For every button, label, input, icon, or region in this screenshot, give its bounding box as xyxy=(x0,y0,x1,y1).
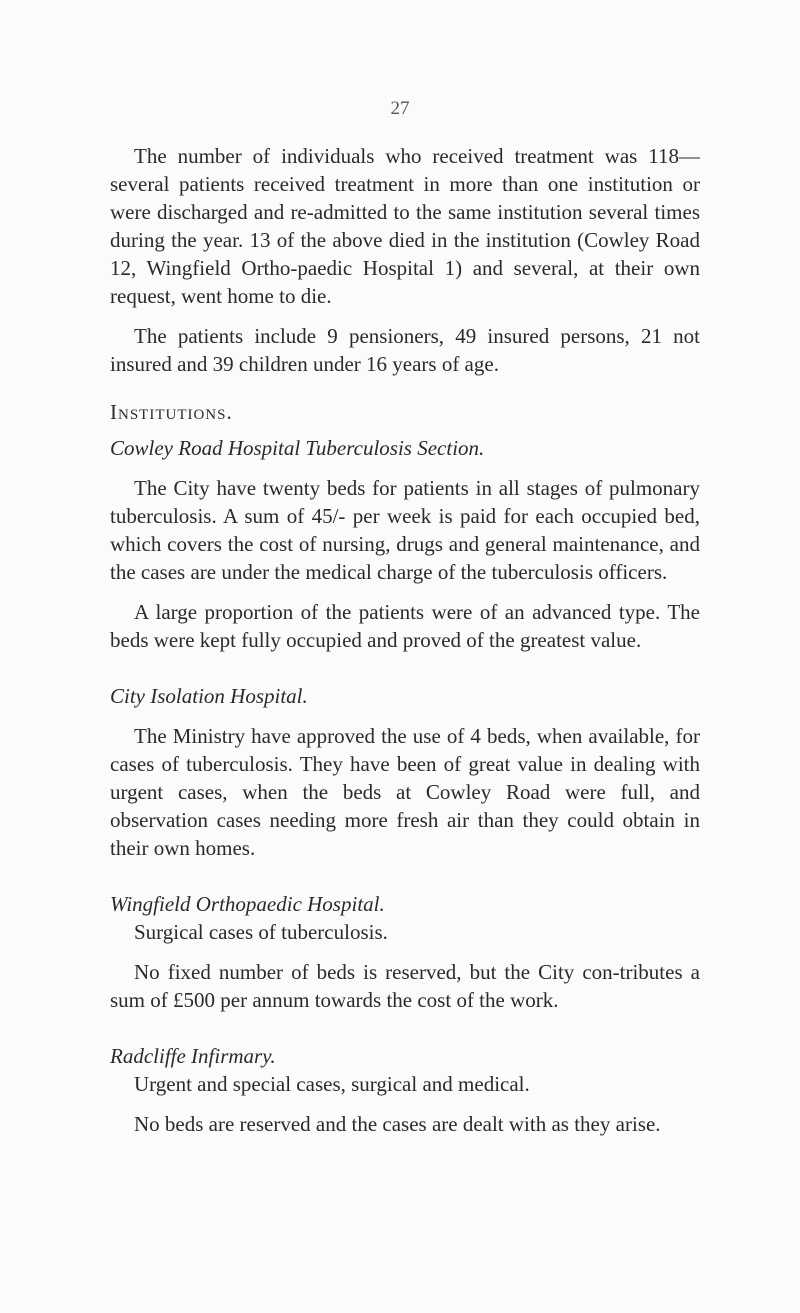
cowley-paragraph-1: The City have twenty beds for patients in all stages of pulmonary tuberculosis. A sum of 45/- per week is paid for each occupied bed, which covers the cost of nursing, drugs and general maintenance, and the cases are under the medical charge of the tuberculosis officers. xyxy=(110,476,700,584)
wingfield-paragraph-2: No fixed number of beds is reserved, but the City con-tributes a sum of £500 per annum towards the cost of the work. xyxy=(110,960,700,1012)
radcliffe-paragraph-1: Urgent and special cases, surgical and medical. xyxy=(134,1072,530,1096)
isolation-paragraph-1: The Ministry have approved the use of 4 beds, when available, for cases of tuberculosis. They have been of great value in dealing with urgent cases, when the beds at Cowley Road were full, and observation cases needing more fresh air than they could obtain in their own homes. xyxy=(110,724,700,860)
document-body xyxy=(110,98,700,1138)
cowley-paragraph-2: A large proportion of the patients were of an advanced type. The beds were kept fully occupied and proved of the greatest value. xyxy=(110,600,700,652)
intro-paragraph-2: The patients include 9 pensioners, 49 insured persons, 21 not insured and 39 children under 16 years of age. xyxy=(110,324,700,376)
wingfield-paragraph-1: Surgical cases of tuberculosis. xyxy=(134,920,388,944)
heading-cowley-road: Cowley Road Hospital Tuberculosis Section. xyxy=(110,436,485,460)
section-heading-institutions: Institutions. xyxy=(110,400,233,424)
heading-radcliffe: Radcliffe Infirmary. xyxy=(110,1044,276,1068)
heading-wingfield: Wingfield Orthopaedic Hospital. xyxy=(110,892,385,916)
radcliffe-paragraph-2: No beds are reserved and the cases are dealt with as they arise. xyxy=(134,1112,661,1136)
intro-paragraph-1: The number of individuals who received treatment was 118—several patients received treatment in more than one institution or were discharged and re-admitted to the same institution several times during the year. 13 of the above died in the institution (Cowley Road 12, Wingfield Ortho-paedic Hospital 1) and several, at their own request, went home to die. xyxy=(110,144,700,308)
heading-city-isolation: City Isolation Hospital. xyxy=(110,684,308,708)
page-number: 27 xyxy=(390,98,410,119)
